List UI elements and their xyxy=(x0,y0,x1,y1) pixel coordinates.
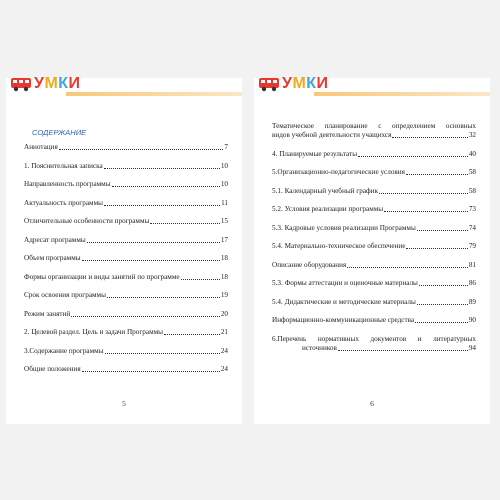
toc-entry-page: 17 xyxy=(220,235,228,244)
dot-leader xyxy=(384,211,468,212)
toc-entry-title: Срок освоения программы xyxy=(24,291,106,299)
left-page xyxy=(6,75,242,424)
toc-entry[interactable] xyxy=(24,217,228,226)
toc-entry-page: 89 xyxy=(468,297,476,306)
logo-letter: К xyxy=(58,75,69,92)
toc-entry[interactable] xyxy=(24,254,228,263)
toc-entry[interactable] xyxy=(24,199,228,208)
dot-leader xyxy=(150,223,219,224)
toc-entry-page: 58 xyxy=(468,186,476,195)
toc-entry-page: 32 xyxy=(468,131,476,139)
logo-letter: И xyxy=(316,75,329,92)
toc-entry-title: Актуальность программы xyxy=(24,198,103,207)
toc-heading: СОДЕРЖАНИЕ xyxy=(32,128,87,137)
toc-entry-page: 58 xyxy=(468,168,476,176)
toc-entry[interactable] xyxy=(272,187,476,196)
dot-leader xyxy=(406,174,468,175)
toc-entry[interactable] xyxy=(272,298,476,307)
toc-right xyxy=(272,122,476,362)
logo-letter: И xyxy=(68,75,81,92)
toc-entry-title: Направленность программы xyxy=(24,180,111,188)
dot-leader xyxy=(112,186,220,187)
toc-entry-title: Объем программы xyxy=(24,254,81,262)
toc-entry-title: 2. Целевой раздел. Цель и задачи Программы xyxy=(24,328,164,336)
toc-entry-title: 5.4. Материально-техническое обеспечение xyxy=(272,242,406,250)
toc-entry-page: 24 xyxy=(220,346,228,355)
toc-entry-page: 94 xyxy=(468,343,476,352)
dot-leader xyxy=(71,316,220,317)
toc-entry-page: 11 xyxy=(221,198,228,207)
toc-entry[interactable] xyxy=(272,279,476,288)
toc-entry-title: 1. Пояснительная записка xyxy=(24,161,103,170)
toc-entry-page: 18 xyxy=(220,272,228,281)
dot-leader xyxy=(82,371,220,372)
toc-entry[interactable] xyxy=(24,273,228,282)
dot-leader xyxy=(104,168,220,169)
toc-entry-page: 24 xyxy=(220,365,228,373)
toc-entry[interactable] xyxy=(24,143,228,152)
toc-entry-page: 19 xyxy=(220,291,228,299)
toc-entry[interactable] xyxy=(24,162,228,171)
right-page xyxy=(254,75,490,424)
toc-entry[interactable] xyxy=(24,365,228,374)
dot-leader xyxy=(406,248,467,249)
toc-entry[interactable] xyxy=(272,150,476,159)
toc-entry-title: 5.3. Формы аттестации и оценочные материалы xyxy=(272,279,418,287)
toc-entry-title: Описание оборудования xyxy=(272,260,347,269)
dot-leader xyxy=(415,322,468,323)
toc-entry[interactable] xyxy=(272,335,476,353)
dot-leader xyxy=(181,279,220,280)
toc-entry-page: 21 xyxy=(220,328,228,336)
dot-leader xyxy=(417,304,468,305)
header-bar xyxy=(314,92,490,96)
toc-entry-title: 5.Организационно-педагогические условия xyxy=(272,168,405,176)
toc-entry-page: 10 xyxy=(220,161,228,170)
toc-entry-page: 86 xyxy=(468,279,476,287)
toc-entry-page: 10 xyxy=(220,180,228,188)
toc-entry-page: 15 xyxy=(220,217,228,225)
page-number: 5 xyxy=(122,399,126,408)
toc-entry[interactable] xyxy=(24,291,228,300)
logo-text xyxy=(34,75,81,93)
logo-text xyxy=(282,75,329,93)
dot-leader xyxy=(392,137,467,138)
dot-leader xyxy=(379,193,468,194)
toc-entry-title: 5.1. Календарный учебный график xyxy=(272,186,379,195)
dot-leader xyxy=(358,156,468,157)
toc-entry[interactable] xyxy=(272,122,476,140)
toc-entry-page: 90 xyxy=(468,316,476,324)
toc-entry-title: Режим занятий xyxy=(24,309,71,318)
toc-entry-page: 7 xyxy=(224,143,228,151)
toc-entry-title: Аннотация xyxy=(24,143,58,151)
dot-leader xyxy=(417,230,468,231)
logo-letter: У xyxy=(282,75,293,92)
dot-leader xyxy=(338,350,468,351)
toc-entry-page: 81 xyxy=(468,260,476,269)
toc-entry-title: видов учебной деятельности учащихся xyxy=(272,131,392,139)
toc-entry-page: 74 xyxy=(468,223,476,232)
toc-entry-title: Адресат программы xyxy=(24,235,86,244)
toc-entry-title: источников xyxy=(302,343,337,352)
logo-letter: У xyxy=(34,75,45,92)
dot-leader xyxy=(59,149,224,150)
toc-entry-title: 4. Планируемые результаты xyxy=(272,149,358,158)
toc-entry-page: 40 xyxy=(468,149,476,158)
dot-leader xyxy=(347,267,468,268)
logo-letter: К xyxy=(306,75,317,92)
toc-entry-title: Общие положения xyxy=(24,365,81,373)
dot-leader xyxy=(107,297,220,298)
page-number: 6 xyxy=(370,399,374,408)
toc-entry[interactable] xyxy=(272,205,476,214)
dot-leader xyxy=(164,334,220,335)
toc-entry-page: 73 xyxy=(468,205,476,213)
toc-entry[interactable] xyxy=(24,347,228,356)
logo-letter: М xyxy=(44,75,59,92)
toc-entry-title: 5.3. Кадровые условия реализации Программы xyxy=(272,223,416,232)
toc-entry-title: 5.4. Дидактические и методические материалы xyxy=(272,297,416,306)
toc-left xyxy=(24,128,228,384)
bus-icon xyxy=(10,76,32,92)
dot-leader xyxy=(419,285,468,286)
dot-leader xyxy=(87,242,220,243)
toc-entry[interactable] xyxy=(272,224,476,233)
toc-entry-title: Тематическое планирование с определением основных xyxy=(272,122,476,130)
toc-entry[interactable] xyxy=(272,261,476,270)
logo-letter: М xyxy=(292,75,307,92)
toc-entry[interactable] xyxy=(272,168,476,177)
header-bar xyxy=(66,92,242,96)
dot-leader xyxy=(82,260,220,261)
toc-entry-title: 5.2. Условия реализации программы xyxy=(272,205,384,213)
toc-entry[interactable] xyxy=(24,236,228,245)
dot-leader xyxy=(105,353,220,354)
toc-entry-title: Отличительные особенности программы xyxy=(24,217,150,225)
toc-entry[interactable] xyxy=(24,180,228,189)
toc-entry-title: Формы организации и виды занятий по программе xyxy=(24,272,180,281)
toc-entry-page: 20 xyxy=(220,309,228,318)
toc-entry[interactable] xyxy=(24,328,228,337)
bus-icon xyxy=(258,76,280,92)
toc-entry-page: 18 xyxy=(220,254,228,262)
toc-entry-title: Информационно-коммуникационные средства xyxy=(272,316,415,324)
toc-entry[interactable] xyxy=(272,242,476,251)
toc-entry-page: 79 xyxy=(468,242,476,250)
dot-leader xyxy=(104,205,220,206)
toc-entry-title: 3.Содержание программы xyxy=(24,346,104,355)
toc-entry[interactable] xyxy=(272,316,476,325)
toc-entry-title: 6.Перечень нормативных документов и литературных xyxy=(272,334,476,343)
toc-entry[interactable] xyxy=(24,310,228,319)
